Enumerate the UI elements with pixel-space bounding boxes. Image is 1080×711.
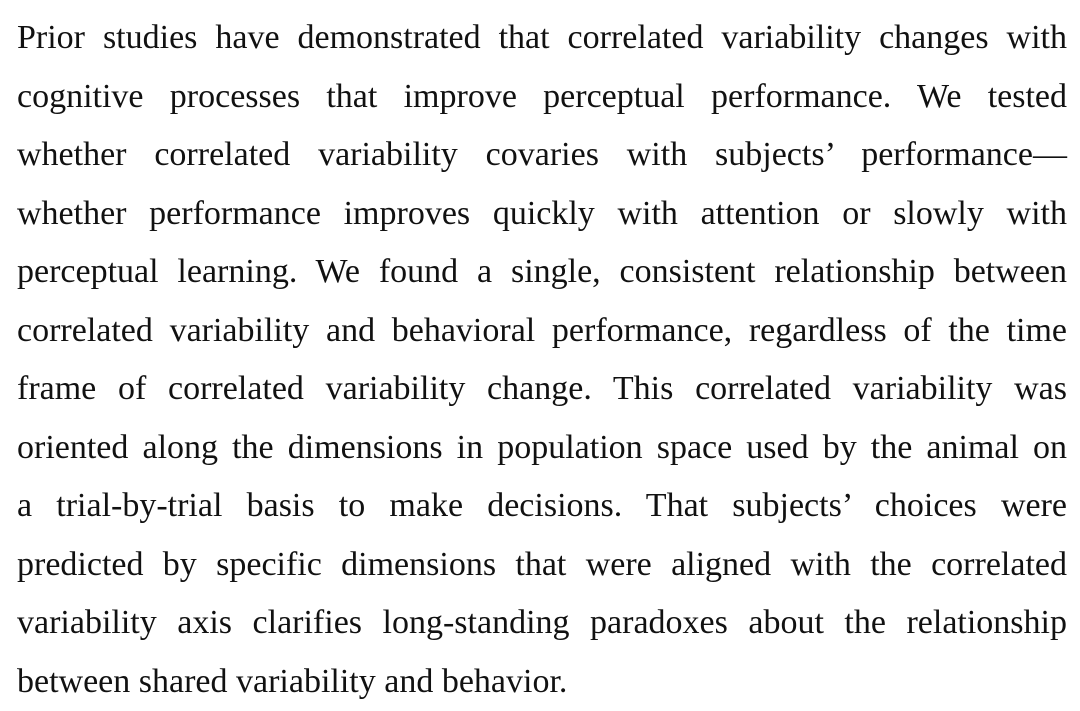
abstract-paragraph: [17, 9, 1067, 711]
text-line: oriented along the dimensions in population space used by the animal on: [17, 419, 1067, 478]
text-line: correlated variability and behavioral performance, regardless of the time: [17, 302, 1067, 361]
text-line: Prior studies have demonstrated that correlated variability changes with: [17, 9, 1067, 68]
text-line: perceptual learning. We found a single, consistent relationship between: [17, 243, 1067, 302]
text-line: whether correlated variability covaries with subjects’ performance—: [17, 126, 1067, 185]
text-line: a trial-by-trial basis to make decisions. That subjects’ choices were: [17, 477, 1067, 536]
text-line: whether performance improves quickly with attention or slowly with: [17, 185, 1067, 244]
text-line: between shared variability and behavior.: [17, 653, 1067, 711]
text-line: cognitive processes that improve perceptual performance. We tested: [17, 68, 1067, 127]
text-line: predicted by specific dimensions that were aligned with the correlated: [17, 536, 1067, 595]
text-line: frame of correlated variability change. This correlated variability was: [17, 360, 1067, 419]
text-line: variability axis clarifies long-standing paradoxes about the relationship: [17, 594, 1067, 653]
